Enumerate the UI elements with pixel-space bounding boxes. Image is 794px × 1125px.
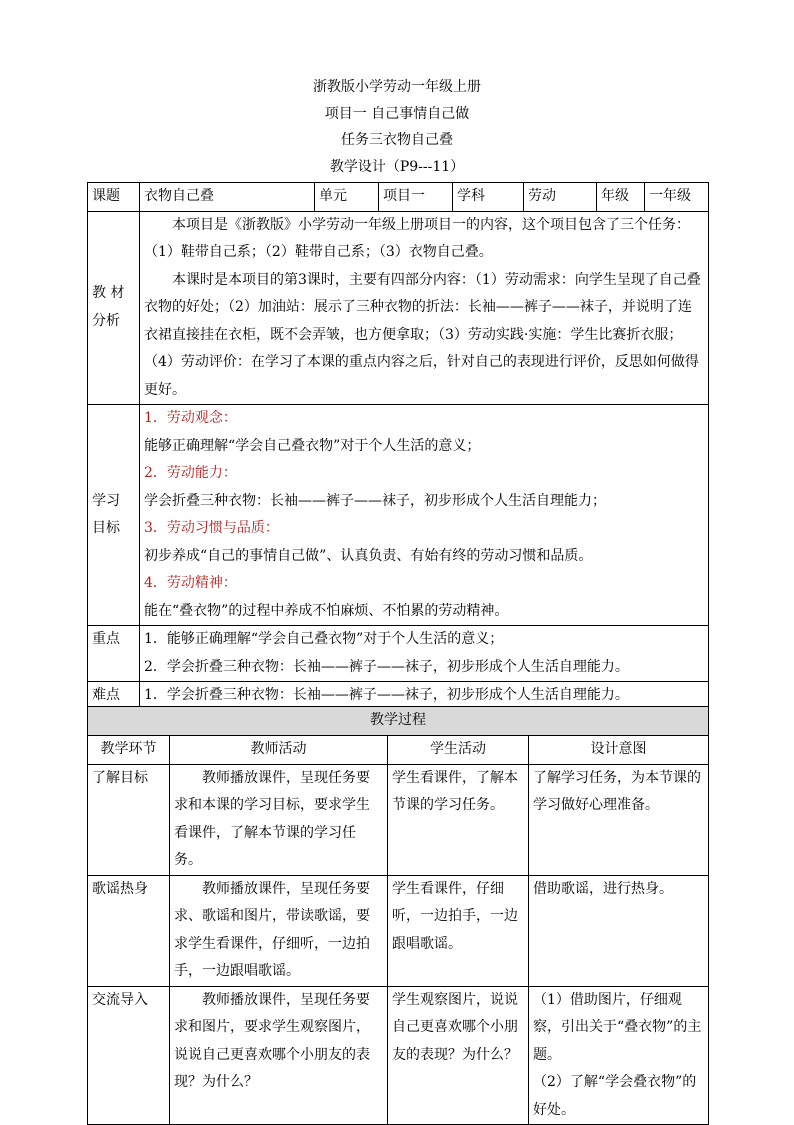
design-intent-item-1: （1）借助图片，仔细观察，引出关于“叠衣物”的主题。 <box>533 991 702 1063</box>
process-row <box>88 764 709 875</box>
process-stage: 歌谣热身 <box>88 875 170 986</box>
unit-value: 项目一 <box>379 183 453 212</box>
subject-value: 劳动 <box>524 183 597 212</box>
process-teacher-activity: 教师播放课件，呈现任务要求、歌谣和图片，带读歌谣，要求学生看课件，仔细听，一边拍手，一边跟唱歌谣。 <box>170 875 388 986</box>
objective-text-3: 初步养成“自己的事情自己做”、认真负责、有始有终的劳动习惯和品质。 <box>144 547 593 564</box>
subject-label: 学科 <box>453 183 524 212</box>
process-teacher-activity: 教师播放课件，呈现任务要求和本课的学习目标，要求学生看课件，了解本节课的学习任务。 <box>170 764 388 875</box>
design-intent-item-2: （2）了解“学会叠衣物”的好处。 <box>533 1074 697 1118</box>
objective-heading-4: 4．劳动精神： <box>144 575 237 591</box>
title-line-2: 项目一 自己事情自己做 <box>324 105 470 122</box>
objectives-content <box>140 405 709 626</box>
title-line-1: 浙教版小学劳动一年级上册 <box>313 79 481 95</box>
objective-heading-1: 1．劳动观念： <box>144 410 237 426</box>
process-title-row <box>88 707 709 736</box>
grade-value: 一年级 <box>645 183 709 212</box>
process-stage: 交流导入 <box>88 986 170 1125</box>
grade-label: 年级 <box>597 183 645 212</box>
process-header-row <box>88 736 709 765</box>
difficulty-point-1: 1．学会折叠三种衣物：长袖——裤子——袜子，初步形成个人生活自理能力。 <box>144 687 629 703</box>
key-points-label: 重点 <box>88 626 140 682</box>
process-stage: 了解目标 <box>88 764 170 875</box>
header-student-activity: 学生活动 <box>388 736 529 765</box>
title-line-3: 任务三衣物自己叠 <box>341 132 453 148</box>
analysis-content <box>140 211 709 405</box>
objectives-row <box>88 405 709 626</box>
key-points-row <box>88 626 709 682</box>
difficulty-label: 难点 <box>88 682 140 711</box>
header-design-intent: 设计意图 <box>529 736 709 765</box>
analysis-paragraph-1: 本项目是《浙教版》小学劳动一年级上册项目一的内容，这个项目包含了三个任务：（1）鞋带自己系；（2）鞋带自己系；（3）衣物自己叠。 <box>144 216 690 260</box>
process-teacher-activity: 教师播放课件，呈现任务要求和图片，要求学生观察图片，说说自己更喜欢哪个小朋友的表现？为什么？ <box>170 986 388 1125</box>
process-student-activity: 学生观察图片，说说自己更喜欢哪个小朋友的表现？为什么？ <box>388 986 529 1125</box>
analysis-row <box>88 211 709 405</box>
topic-label: 课题 <box>88 183 140 212</box>
lesson-info-table <box>87 182 709 711</box>
process-row <box>88 875 709 986</box>
objective-text-2: 学会折叠三种衣物：长袖——裤子——袜子，初步形成个人生活自理能力； <box>144 492 606 509</box>
analysis-paragraph-2: 本课时是本项目的第3课时，主要有四部分内容：（1）劳动需求：向学生呈现了自己叠衣物的好处；（2）加油站：展示了三种衣物的折法：长袖——裤子——袜子，并说明了连衣裙直接挂在衣柜，既不会弄皱，也方便拿取；（3）劳动实践·实施：学生比赛折衣服；（4）劳动评价：在学习了本课的重点内容之后，针对自己的表现进行评价，反思如何做得更好。 <box>144 271 701 398</box>
topic-value: 衣物自己叠 <box>140 183 315 212</box>
unit-label: 单元 <box>315 183 379 212</box>
process-design-intent <box>529 986 709 1125</box>
key-point-1: 1．能够正确理解“学会自己叠衣物”对于个人生活的意义； <box>144 631 504 647</box>
info-row <box>88 183 709 212</box>
key-points-content <box>140 626 709 682</box>
process-row <box>88 986 709 1125</box>
objectives-label: 学习 目标 <box>88 405 140 626</box>
process-student-activity: 学生看课件，了解本节课的学习任务。 <box>388 764 529 875</box>
header-stage: 教学环节 <box>88 736 170 765</box>
objective-text-1: 能够正确理解“学会自己叠衣物”对于个人生活的意义； <box>144 437 481 454</box>
process-design-intent: 借助歌谣，进行热身。 <box>529 875 709 986</box>
objective-heading-2: 2．劳动能力： <box>144 465 237 481</box>
process-student-activity: 学生看课件，仔细听，一边拍手，一边跟唱歌谣。 <box>388 875 529 986</box>
process-design-intent: 了解学习任务，为本节课的学习做好心理准备。 <box>529 764 709 875</box>
teaching-process-table <box>87 706 709 1125</box>
objective-text-4: 能在“叠衣物”的过程中养成不怕麻烦、不怕累的劳动精神。 <box>144 602 509 619</box>
analysis-label: 教 材 分析 <box>88 211 140 405</box>
objective-heading-3: 3．劳动习惯与品质： <box>144 520 279 536</box>
document-title-block <box>0 74 794 180</box>
key-point-2: 2．学会折叠三种衣物：长袖——裤子——袜子，初步形成个人生活自理能力。 <box>144 658 629 675</box>
process-title: 教学过程 <box>88 707 709 736</box>
title-line-4: 教学设计（P9---11） <box>329 158 465 175</box>
header-teacher-activity: 教师活动 <box>170 736 388 765</box>
